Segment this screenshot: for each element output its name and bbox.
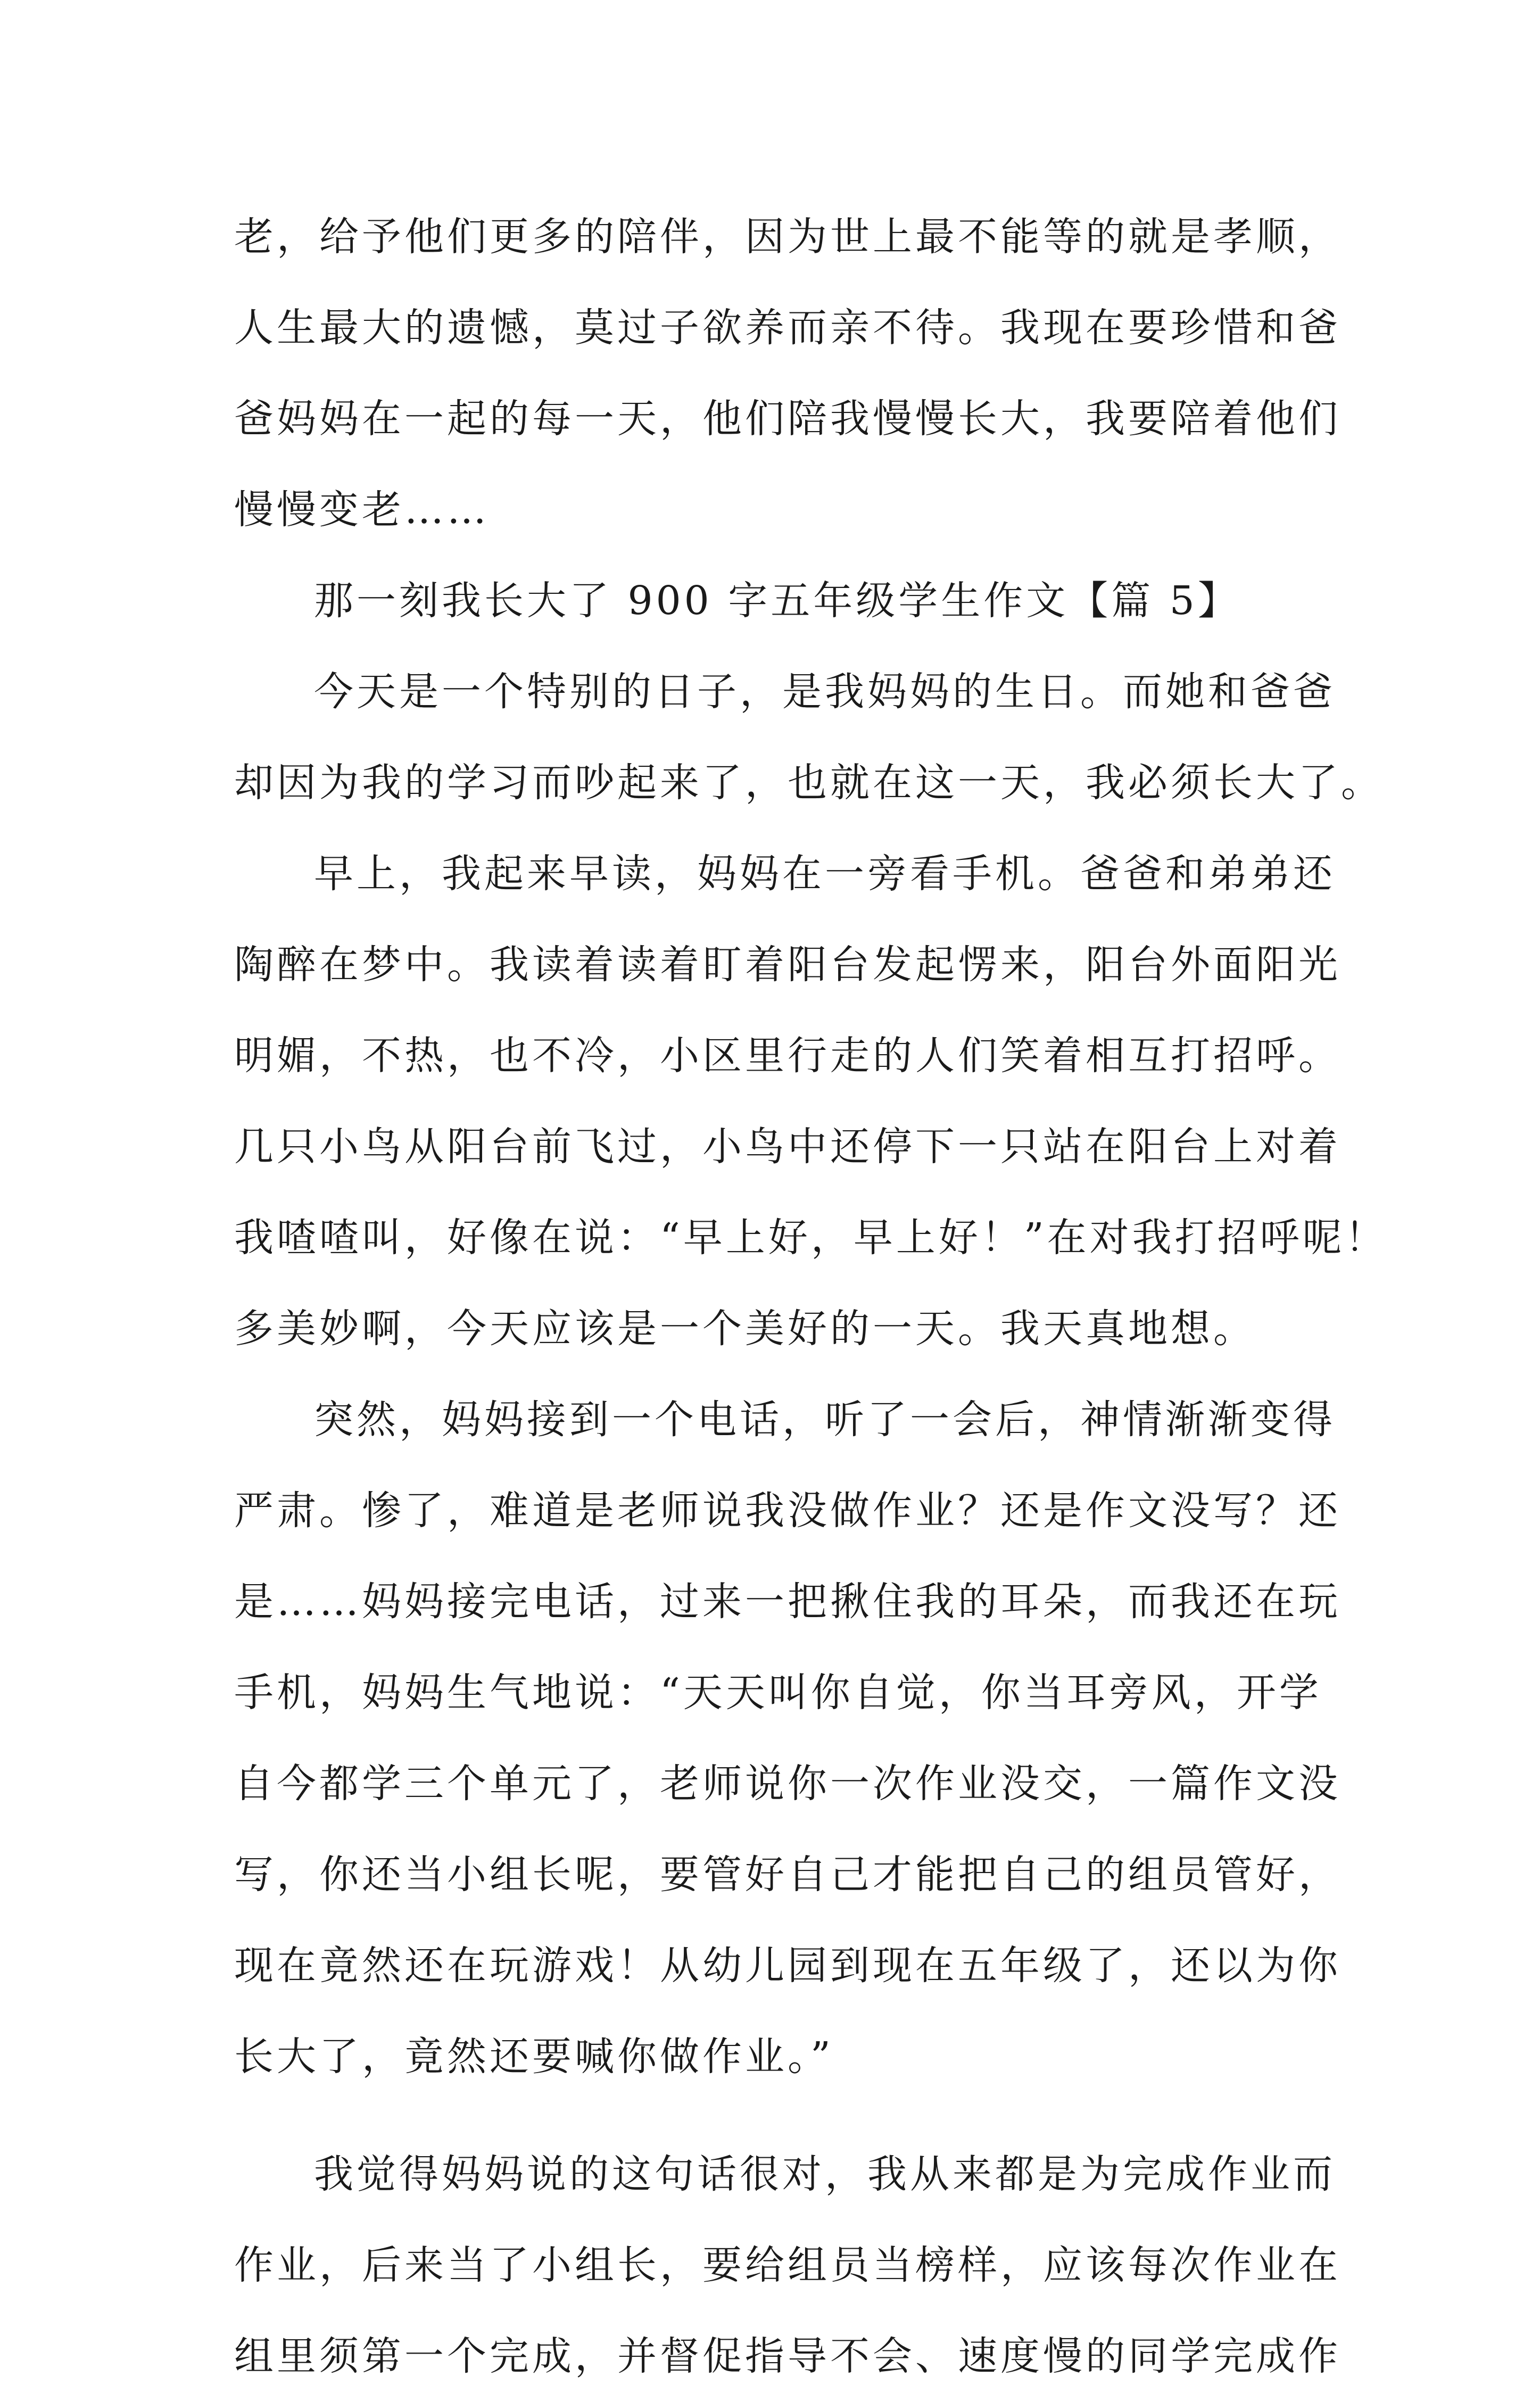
text-line: 自今都学三个单元了，老师说你一次作业没交，一篇作文没 bbox=[234, 1761, 1341, 1807]
text-line: 今天是一个特别的日子，是我妈妈的生日。而她和爸爸 bbox=[314, 669, 1336, 715]
text-line: 多美妙啊，今天应该是一个美好的一天。我天真地想。 bbox=[234, 1306, 1256, 1352]
text-line: 作业，后来当了小组长，要给组员当榜样，应该每次作业在 bbox=[234, 2242, 1341, 2288]
text-line: 人生最大的遗憾，莫过子欲养而亲不待。我现在要珍惜和爸 bbox=[234, 305, 1341, 351]
text-line: 手机，妈妈生气地说：“天天叫你自觉，你当耳旁风，开学 bbox=[234, 1670, 1322, 1716]
text-line: 我觉得妈妈说的这句话很对，我从来都是为完成作业而 bbox=[314, 2151, 1336, 2197]
text-line: 爸妈妈在一起的每一天，他们陪我慢慢长大，我要陪着他们 bbox=[234, 396, 1341, 442]
text-line: 严肃。惨了，难道是老师说我没做作业？还是作文没写？还 bbox=[234, 1488, 1341, 1534]
text-line: 是……妈妈接完电话，过来一把揪住我的耳朵，而我还在玩 bbox=[234, 1579, 1341, 1625]
text-line: 组里须第一个完成，并督促指导不会、速度慢的同学完成作 bbox=[234, 2333, 1341, 2379]
text-line: 老，给予他们更多的陪伴，因为世上最不能等的就是孝顺， bbox=[234, 214, 1341, 260]
text-line: 早上，我起来早读，妈妈在一旁看手机。爸爸和弟弟还 bbox=[314, 851, 1336, 897]
text-line: 突然，妈妈接到一个电话，听了一会后，神情渐渐变得 bbox=[314, 1397, 1336, 1443]
paragraph-gap bbox=[234, 2102, 1320, 2129]
text-line: 陶醉在梦中。我读着读着盯着阳台发起愣来，阳台外面阳光 bbox=[234, 942, 1341, 988]
text-line: 慢慢变老…… bbox=[234, 487, 490, 533]
text-line: 长大了，竟然还要喊你做作业。” bbox=[234, 2034, 834, 2080]
essay-title: 那一刻我长大了 900 字五年级学生作文【篇 5】 bbox=[314, 578, 1240, 624]
text-line: 写，你还当小组长呢，要管好自己才能把自己的组员管好， bbox=[234, 1852, 1341, 1898]
text-line: 我喳喳叫，好像在说：“早上好，早上好！”在对我打招呼呢！ bbox=[234, 1215, 1388, 1261]
document-body bbox=[234, 192, 1388, 2402]
text-line: 明媚，不热，也不冷，小区里行走的人们笑着相互打招呼。 bbox=[234, 1033, 1341, 1079]
text-line: 却因为我的学习而吵起来了，也就在这一天，我必须长大了。 bbox=[234, 760, 1384, 806]
text-line: 现在竟然还在玩游戏！从幼儿园到现在五年级了，还以为你 bbox=[234, 1943, 1341, 1989]
text-line: 几只小鸟从阳台前飞过，小鸟中还停下一只站在阳台上对着 bbox=[234, 1124, 1341, 1170]
